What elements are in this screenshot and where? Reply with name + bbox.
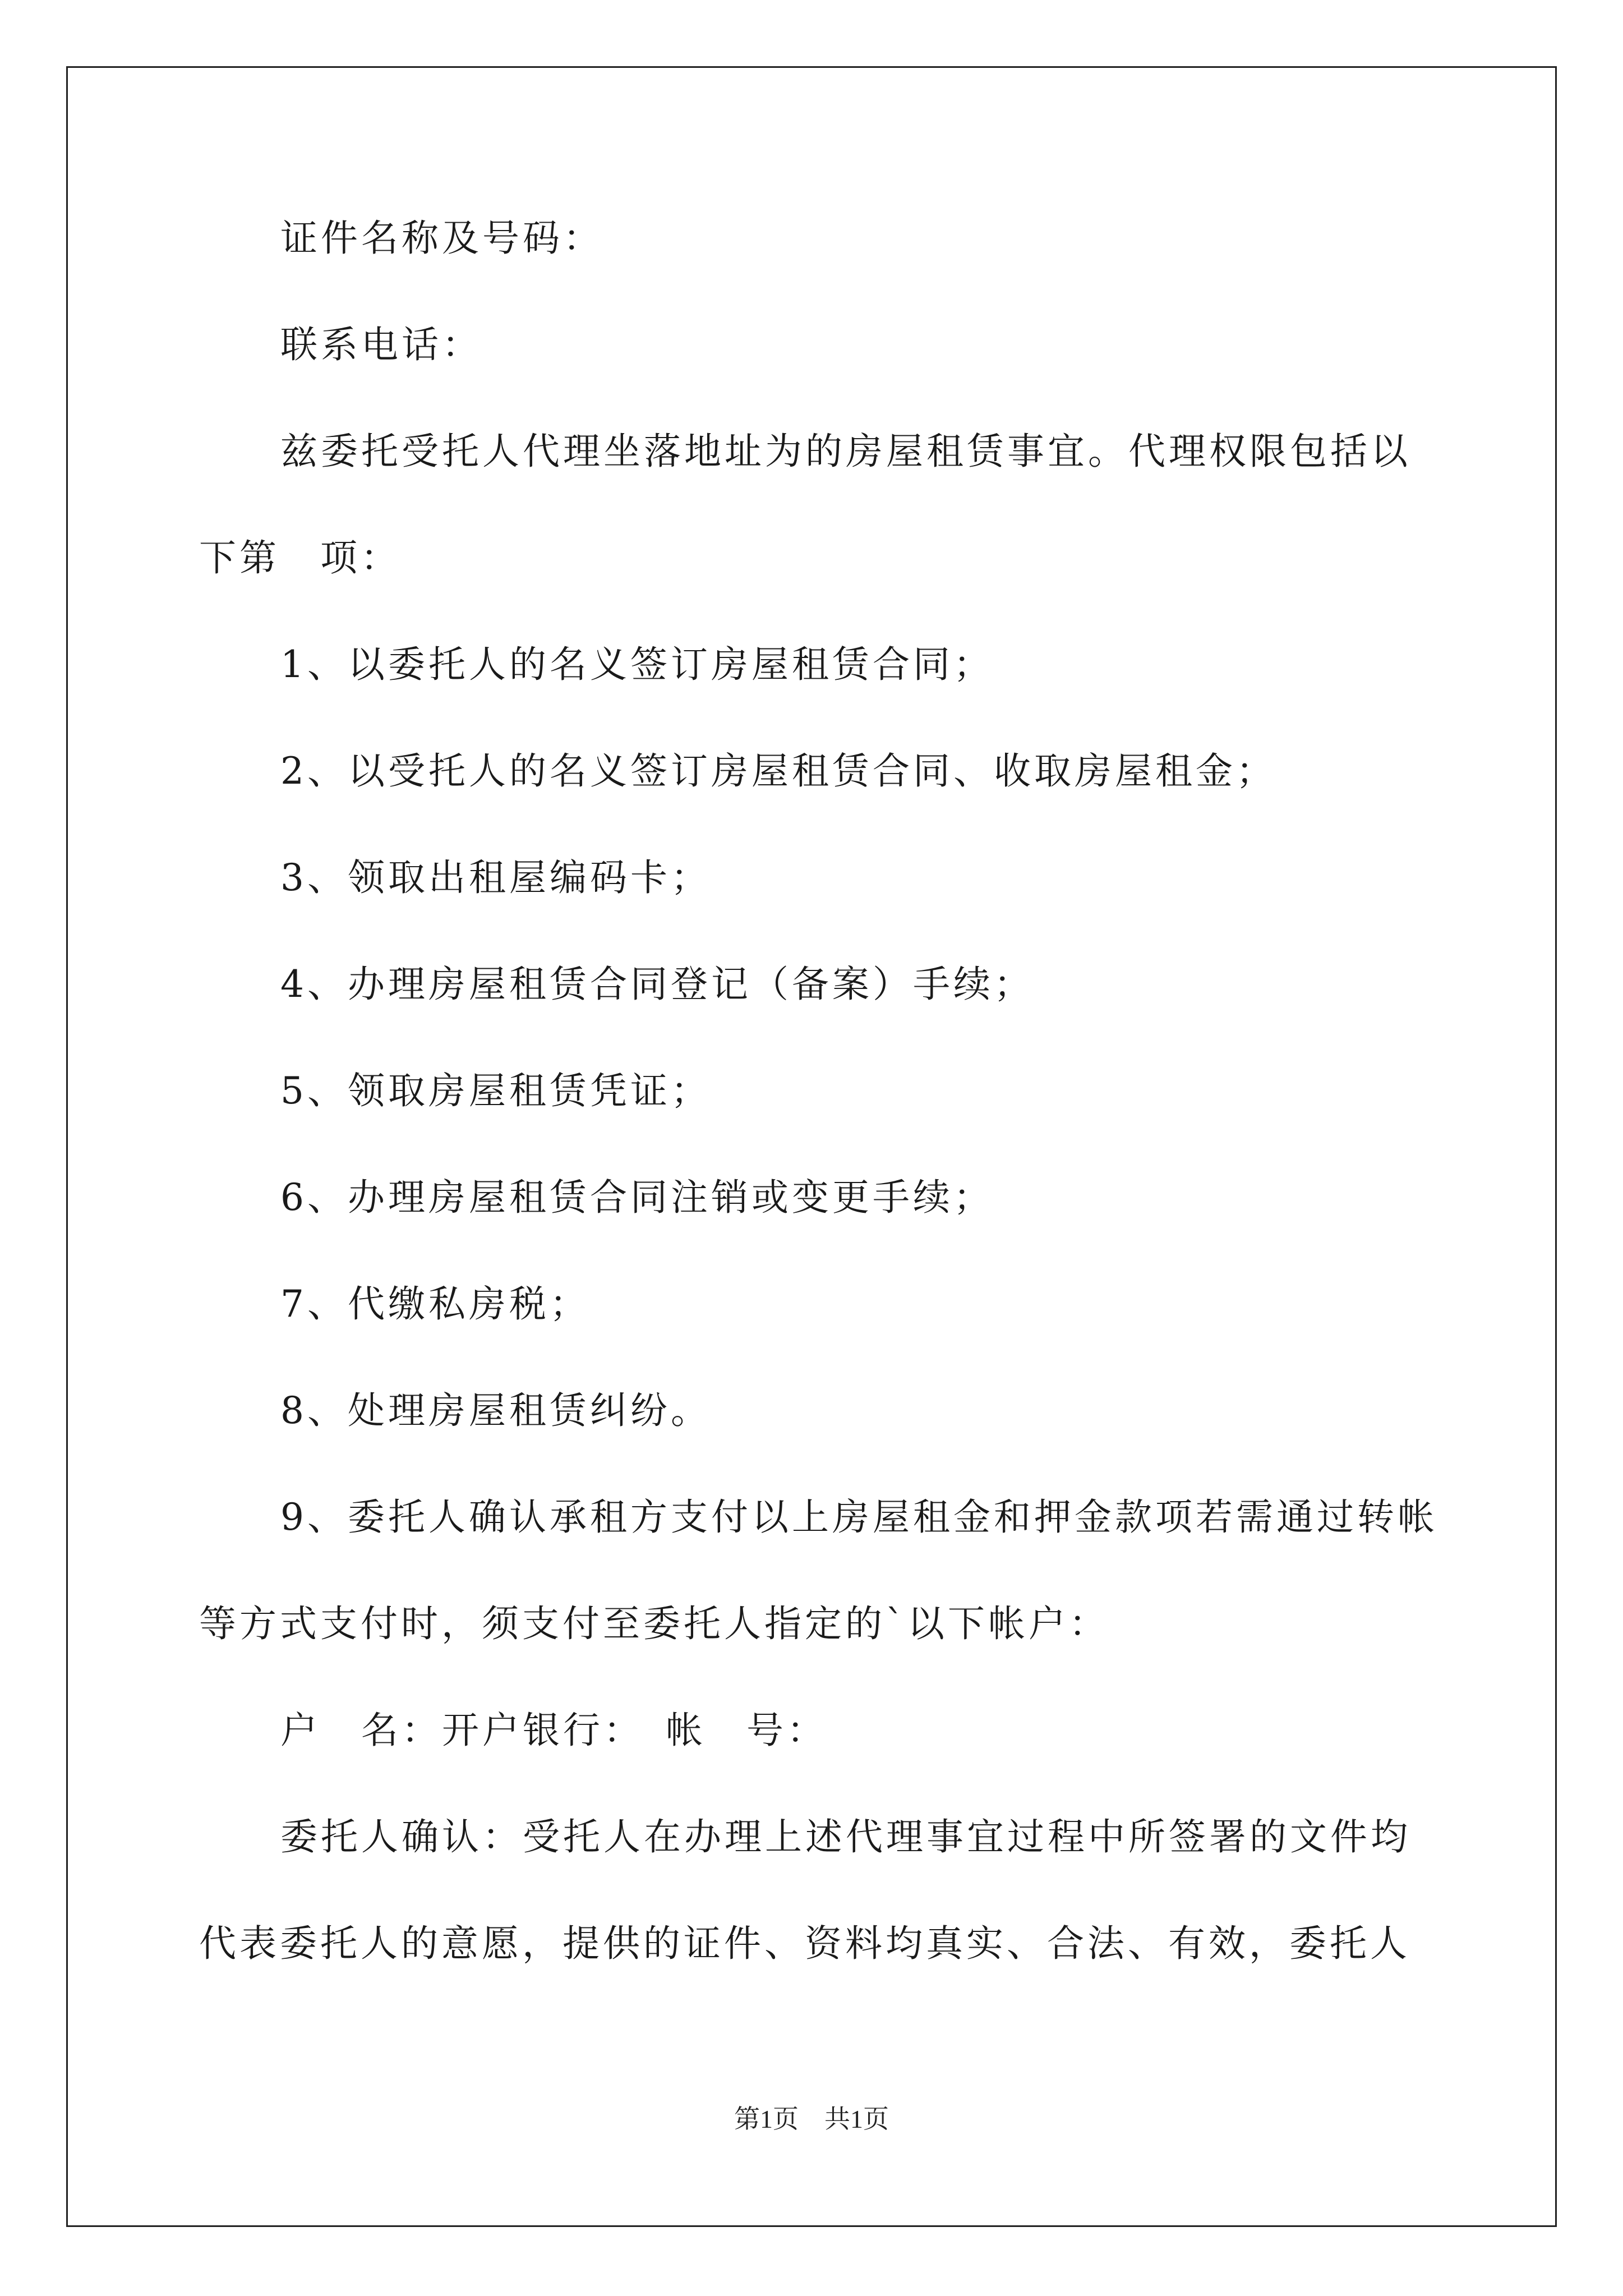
- authorization-paragraph-line-2: 下第 项：: [199, 536, 401, 579]
- page-border: [66, 66, 1557, 2227]
- confirmation-paragraph-line-2: 代表委托人的意愿，提供的证件、资料均真实、合法、有效，委托人: [199, 1922, 1410, 1965]
- contact-phone-line: 联系电话：: [280, 323, 482, 366]
- item-8: 8、处理房屋租赁纠纷。: [280, 1389, 711, 1432]
- item-3: 3、领取出租屋编码卡；: [280, 856, 711, 899]
- item-7: 7、代缴私房税；: [280, 1282, 590, 1326]
- item-4: 4、办理房屋租赁合同登记（备案）手续；: [280, 963, 1034, 1006]
- item-5: 5、领取房屋租赁凭证；: [280, 1069, 711, 1112]
- confirmation-paragraph-line-1: 委托人确认：受托人在办理上述代理事宜过程中所签署的文件均: [280, 1815, 1411, 1858]
- item-6: 6、办理房屋租赁合同注销或变更手续；: [280, 1176, 994, 1219]
- page-number-footer: 第1页 共1页: [734, 2105, 889, 2133]
- item-9-line-2: 等方式支付时，须支付至委托人指定的`以下帐户：: [199, 1602, 1109, 1645]
- bank-account-line: 户 名：开户银行： 帐 号：: [280, 1709, 827, 1752]
- item-9-line-1: 9、委托人确认承租方支付以上房屋租金和押金款项若需通过转帐: [280, 1496, 1438, 1539]
- item-2: 2、以受托人的名义签订房屋租赁合同、收取房屋租金；: [280, 749, 1276, 793]
- id-name-number-line: 证件名称及号码：: [280, 217, 603, 260]
- item-1: 1、以委托人的名义签订房屋租赁合同；: [280, 643, 994, 686]
- authorization-paragraph-line-1: 兹委托受托人代理坐落地址为的房屋租赁事宜。代理权限包括以: [280, 430, 1411, 473]
